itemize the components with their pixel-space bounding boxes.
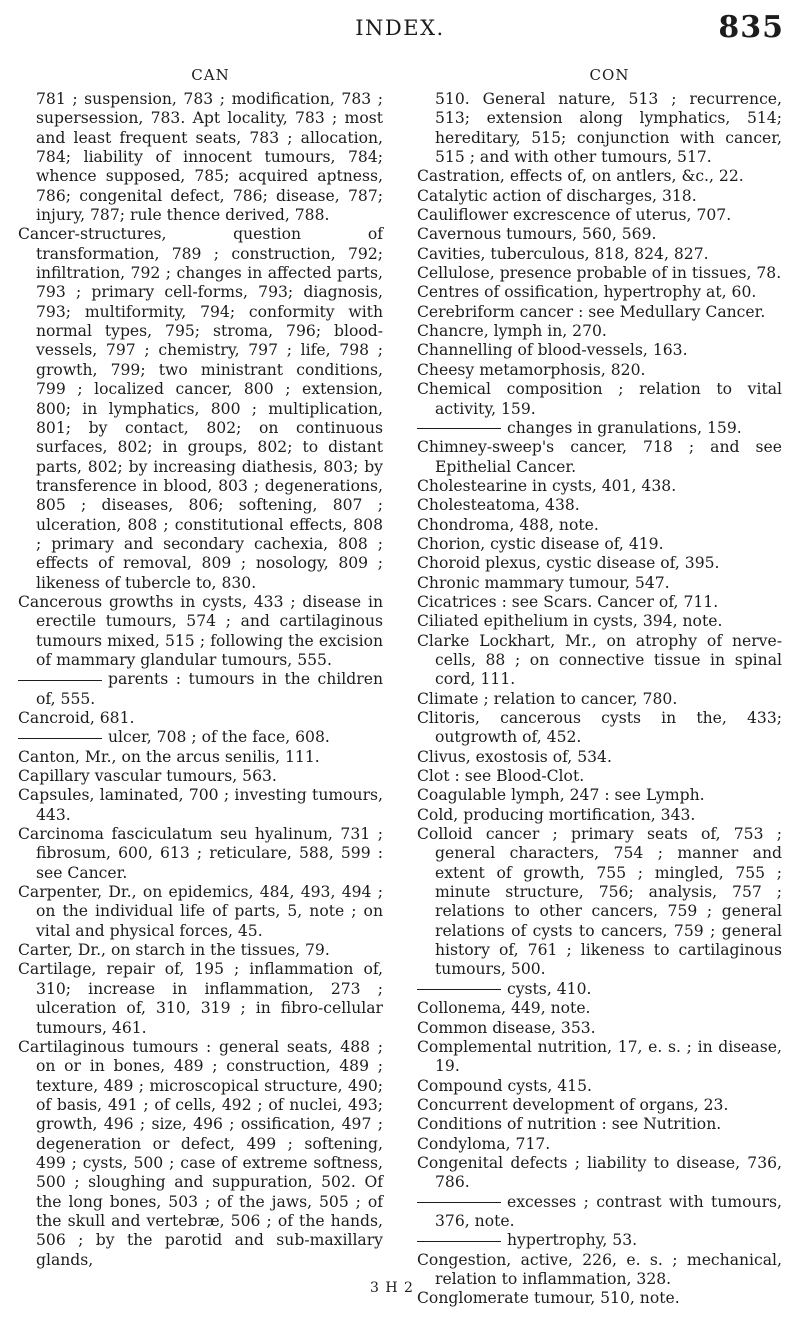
index-entry-text: Condyloma, 717.: [417, 1134, 551, 1153]
index-entry-text: Common disease, 353.: [417, 1018, 596, 1037]
index-entry-text: ulcer, 708 ; of the face, 608.: [108, 728, 330, 747]
index-entry: [417, 187, 782, 206]
index-entry-text: Cold, producing mortification, 343.: [417, 805, 696, 824]
index-entry-text: Channelling of blood-vessels, 163.: [417, 341, 688, 360]
index-entry: [18, 941, 383, 960]
index-entry: [417, 322, 782, 341]
index-entry-text: cysts, 410.: [507, 979, 592, 998]
index-entry: [417, 1096, 782, 1115]
index-entry-text: Cellulose, presence probable of in tissues, 78.: [417, 264, 782, 283]
index-entry: [417, 632, 782, 690]
left-column-heading: CAN: [191, 66, 230, 84]
right-column-heading: CON: [589, 66, 630, 84]
index-entry: [417, 245, 782, 264]
index-entry-text: Ciliated epithelium in cysts, 394, note.: [417, 612, 723, 631]
index-entry-text: parents : tumours in the children of, 555.: [36, 670, 383, 708]
index-entry-text: Congestion, active, 226, e. s. ; mechanical, relation to inflammation, 328.: [417, 1250, 782, 1288]
index-entry-text: 510. General nature, 513 ; recurrence, 513; extension along lymphatics, 514; hereditary, 515; conjunction with cancer, 515 ; and with other tumours, 517.: [435, 90, 782, 167]
index-entry-text: Conditions of nutrition : see Nutrition.: [417, 1115, 722, 1134]
index-entry-text: Clitoris, cancerous cysts in the, 433; outgrowth of, 452.: [417, 709, 782, 747]
ditto-rule: [18, 680, 102, 681]
index-entry: [417, 1019, 782, 1038]
index-entry-text: Castration, effects of, on antlers, &c., 22.: [417, 167, 744, 186]
right-column: [417, 66, 782, 1309]
index-entry: [417, 303, 782, 322]
index-entry-text: Cauliflower excrescence of uterus, 707.: [417, 206, 732, 225]
index-entry: [417, 786, 782, 805]
index-entry: [417, 1251, 782, 1290]
index-entry-text: Conglomerate tumour, 510, note.: [417, 1289, 680, 1308]
index-entry: [417, 806, 782, 825]
index-entry: [417, 748, 782, 767]
index-entry-text: Chancre, lymph in, 270.: [417, 322, 607, 341]
index-entry-text: Clot : see Blood-Clot.: [417, 767, 585, 786]
index-entry-text: Capsules, laminated, 700 ; investing tumours, 443.: [18, 786, 383, 824]
index-entry-text: Capillary vascular tumours, 563.: [18, 767, 277, 786]
index-entry-text: Carpenter, Dr., on epidemics, 484, 493, 494 ; on the individual life of parts, 5, note ; on vital and physical forces, 45.: [18, 883, 383, 940]
index-entry: [417, 477, 782, 496]
index-entry-text: Clarke Lockhart, Mr., on atrophy of nerve-cells, 88 ; on connective tissue in spinal cord, 111.: [417, 631, 782, 689]
index-entry-text: Complemental nutrition, 17, e. s. ; in disease, 19.: [417, 1037, 782, 1076]
index-entry-text: Catalytic action of discharges, 318.: [417, 186, 697, 205]
index-entry: [417, 264, 782, 283]
index-entry: [417, 419, 782, 438]
index-entry: [417, 341, 782, 360]
index-entry-text: 781 ; suspension, 783 ; modification, 783 ; supersession, 783. Apt locality, 783 ; most and least frequent seats, 783 ; allocation, 784; liability of innocent tumours, 784; whence supposed, 785; acquired aptness, 786; congenital defect, 786; disease, 787; injury, 787; rule thence derived, 788.: [36, 90, 383, 225]
index-entry-text: Chimney-sweep's cancer, 718 ; and see Epithelial Cancer.: [417, 438, 782, 476]
index-entry-text: Cancer-structures, question of transformation, 789 ; construction, 792; infiltration, 792 ; changes in affected parts, 793 ; primary cell-forms, 793; diagnosis, 793; multiformity, 794; conformity with normal types, 795; stroma, 796; blood-vessels, 797 ; chemistry, 797 ; life, 798 ; growth, 799; two ministrant conditions, 799 ; localized cancer, 800 ; extension, 800; in lymphatics, 800 ; multiplication, 801; by contact, 802; on continuous surfaces, 802; in groups, 802; to distant parts, 802; by increasing diathesis, 803; by transference in blood, 803 ; degenerations, 805 ; diseases, 806; softening, 807 ; ulceration, 808 ; constitutional effects, 808 ; primary and secondary cachexia, 808 ; effects of removal, 809 ; nosology, 809 ; likeness of tubercle to, 830.: [18, 225, 383, 592]
running-head: [0, 10, 800, 52]
index-entry-text: Chorion, cystic disease of, 419.: [417, 534, 664, 553]
index-entry-text: Centres of ossification, hypertrophy at, 60.: [417, 283, 757, 302]
index-entry: [417, 1193, 782, 1232]
index-entry: [417, 574, 782, 593]
index-entry-text: Cancroid, 681.: [18, 709, 135, 727]
index-entry-text: Carcinoma fasciculatum seu hyalinum, 731 ; fibrosum, 600, 613 ; reticulare, 588, 599 : see Cancer.: [18, 825, 383, 882]
index-entry: [417, 516, 782, 535]
index-entry-text: Cavities, tuberculous, 818, 824, 827.: [417, 244, 709, 263]
index-entry: [417, 767, 782, 786]
index-entry: [18, 767, 383, 786]
index-entry: [18, 748, 383, 767]
index-entry-text: excesses ; contrast with tumours, 376, note.: [435, 1192, 782, 1230]
index-entry: [417, 593, 782, 612]
index-entry-text: Cheesy metamorphosis, 820.: [417, 360, 646, 379]
index-entry-text: Chondroma, 488, note.: [417, 515, 599, 534]
index-entry-text: Collonema, 449, note.: [417, 999, 591, 1018]
index-entry: [18, 786, 383, 825]
left-entry-list: [18, 90, 383, 1270]
index-entry: [417, 90, 782, 167]
index-entry-text: changes in granulations, 159.: [507, 418, 742, 437]
index-entry: [417, 999, 782, 1018]
index-entry-text: Compound cysts, 415.: [417, 1076, 592, 1095]
index-entry: [417, 1077, 782, 1096]
index-entry: [417, 167, 782, 186]
index-entry: [417, 690, 782, 709]
index-entry: [18, 225, 383, 593]
index-entry: [18, 90, 383, 225]
index-entry: [417, 709, 782, 748]
index-entry: [417, 1135, 782, 1154]
index-entry-text: hypertrophy, 53.: [507, 1231, 638, 1250]
index-entry-text: Clivus, exostosis of, 534.: [417, 747, 612, 766]
index-entry: [18, 960, 383, 1037]
page-title: INDEX.: [355, 16, 445, 40]
index-entry-text: Cartilaginous tumours : general seats, 488 ; on or in bones, 489 ; construction, 489 ; texture, 489 ; microscopical structure, 490; of basis, 491 ; of cells, 492 ; of nuclei, 493; growth, 496 ; size, 496 ; ossification, 497 ; degeneration or defect, 499 ; softening, 499 ; cysts, 500 ; case of extreme softness, 500 ; sloughing and suppuration, 502. Of the long bones, 503 ; of the jaws, 505 ; of the skull and vertebræ, 506 ; of the hands, 506 ; by the parotid and sub-maxillary glands,: [18, 1037, 383, 1269]
index-entry-text: Chemical composition ; relation to vital activity, 159.: [417, 380, 782, 418]
right-entry-list: [417, 90, 782, 1309]
index-entry-text: Congenital defects ; liability to disease, 736, 786.: [417, 1153, 782, 1192]
index-entry: [417, 380, 782, 419]
index-entry-text: Choroid plexus, cystic disease of, 395.: [417, 554, 720, 573]
index-entry-text: Climate ; relation to cancer, 780.: [417, 689, 678, 708]
index-entry-text: Cavernous tumours, 560, 569.: [417, 225, 657, 244]
index-entry-text: Colloid cancer ; primary seats of, 753 ; general characters, 754 ; manner and extent of growth, 755 ; mingled, 755 ; minute structure, 756; analysis, 757 ; relations to other cancers, 759 ; general relations of cysts to cancers, 759 ; general history of, 761 ; likeness to cartilaginous tumours, 500.: [417, 825, 782, 979]
index-entry-text: Cicatrices : see Scars. Cancer of, 711.: [417, 592, 719, 611]
index-entry: [18, 728, 383, 747]
page-number: 835: [718, 10, 784, 45]
index-entry: [18, 883, 383, 941]
index-entry-text: Cartilage, repair of, 195 ; inflammation of, 310; increase in inflammation, 273 ; ulceration of, 310, 319 ; in fibro-cellular tumours, 461.: [18, 960, 383, 1037]
index-entry: [417, 206, 782, 225]
ditto-rule: [417, 989, 501, 990]
index-entry: [18, 670, 383, 709]
index-entry: [417, 535, 782, 554]
index-entry: [417, 225, 782, 244]
index-entry: [18, 709, 383, 728]
index-entry-text: Cholestearine in cysts, 401, 438.: [417, 476, 677, 495]
signature-mark: 3 H 2: [370, 1280, 414, 1296]
index-entry: [417, 1154, 782, 1193]
index-entry-text: Concurrent development of organs, 23.: [417, 1095, 729, 1114]
index-entry-text: Cholesteatoma, 438.: [417, 496, 580, 515]
index-entry-text: Canton, Mr., on the arcus senilis, 111.: [18, 747, 320, 766]
left-column: [18, 66, 383, 1270]
index-entry: [417, 438, 782, 477]
index-entry: [417, 1231, 782, 1250]
index-entry: [417, 1115, 782, 1134]
index-entry-text: Coagulable lymph, 247 : see Lymph.: [417, 786, 705, 805]
index-entry-text: Chronic mammary tumour, 547.: [417, 573, 670, 592]
index-entry: [417, 1289, 782, 1308]
ditto-rule: [417, 1202, 501, 1203]
ditto-rule: [417, 1241, 501, 1242]
index-entry-text: Cerebriform cancer : see Medullary Cancer.: [417, 302, 766, 321]
index-entry: [417, 554, 782, 573]
index-entry: [417, 496, 782, 515]
index-entry: [18, 825, 383, 883]
index-entry: [417, 1038, 782, 1077]
index-entry-text: Carter, Dr., on starch in the tissues, 79.: [18, 941, 330, 960]
index-entry: [417, 361, 782, 380]
index-entry: [417, 612, 782, 631]
index-entry: [417, 283, 782, 302]
index-entry: [18, 593, 383, 670]
index-entry: [417, 825, 782, 980]
index-entry-text: Cancerous growths in cysts, 433 ; disease in erectile tumours, 574 ; and cartilaginous tumours mixed, 515 ; following the excision of mammary glandular tumours, 555.: [18, 592, 383, 669]
index-entry: [18, 1038, 383, 1270]
ditto-rule: [417, 428, 501, 429]
index-entry: [417, 980, 782, 999]
ditto-rule: [18, 738, 102, 739]
